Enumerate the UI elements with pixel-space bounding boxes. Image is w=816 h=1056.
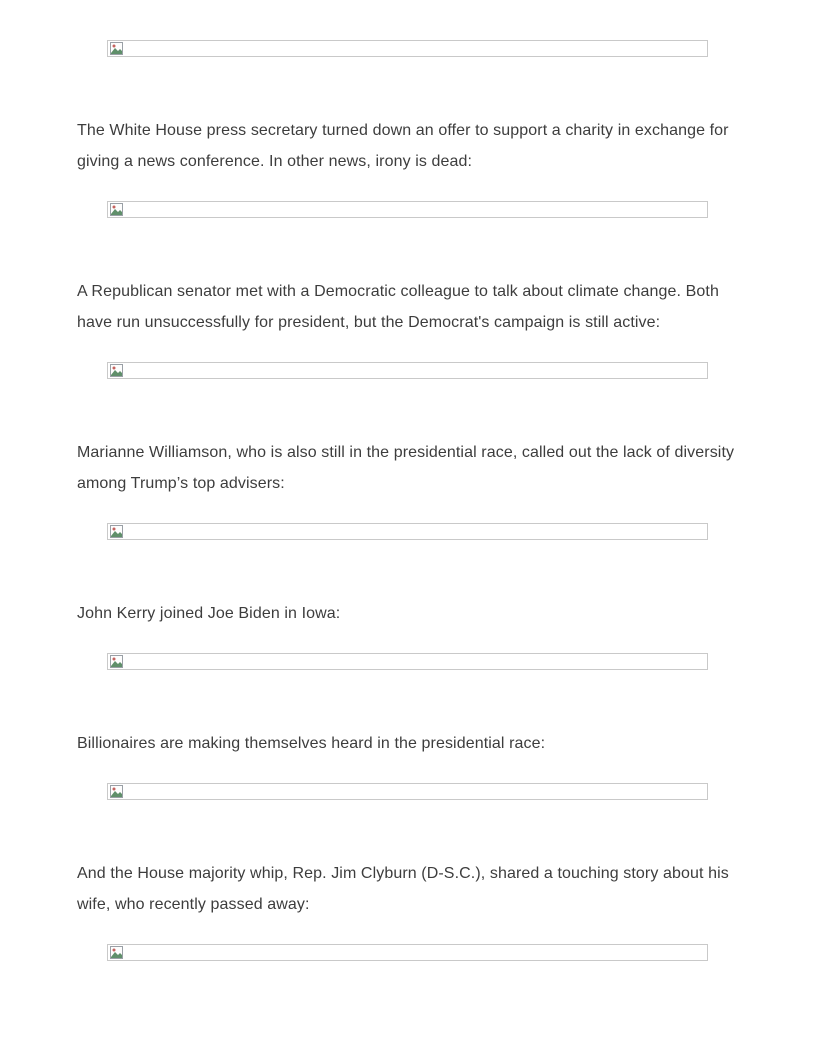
article-paragraph: The White House press secretary turned down an offer to support a charity in exchange for giving a news conference. In other news, irony is dead: [77, 122, 729, 170]
broken-image-placeholder [107, 523, 708, 540]
broken-image-placeholder [107, 653, 708, 670]
article-paragraph: And the House majority whip, Rep. Jim Clyburn (D-S.C.), shared a touching story about his wife, who recently passed away: [77, 865, 729, 913]
broken-image-icon [110, 42, 123, 55]
article-paragraph: Billionaires are making themselves heard in the presidential race: [77, 735, 546, 752]
broken-image-placeholder [107, 944, 708, 961]
broken-image-placeholder [107, 362, 708, 379]
broken-image-icon [110, 364, 123, 377]
broken-image-icon [110, 203, 123, 216]
broken-image-placeholder [107, 40, 708, 57]
broken-image-icon [110, 655, 123, 668]
broken-image-icon [110, 525, 123, 538]
article-paragraph: A Republican senator met with a Democratic colleague to talk about climate change. Both have run unsuccessfully for president, but the Democrat's campaign is still active: [77, 283, 719, 331]
broken-image-icon [110, 785, 123, 798]
broken-image-placeholder [107, 783, 708, 800]
broken-image-placeholder [107, 201, 708, 218]
broken-image-icon [110, 946, 123, 959]
article-paragraph: Marianne Williamson, who is also still in the presidential race, called out the lack of diversity among Trump’s top advisers: [77, 444, 735, 492]
article-paragraph: John Kerry joined Joe Biden in Iowa: [77, 605, 341, 622]
